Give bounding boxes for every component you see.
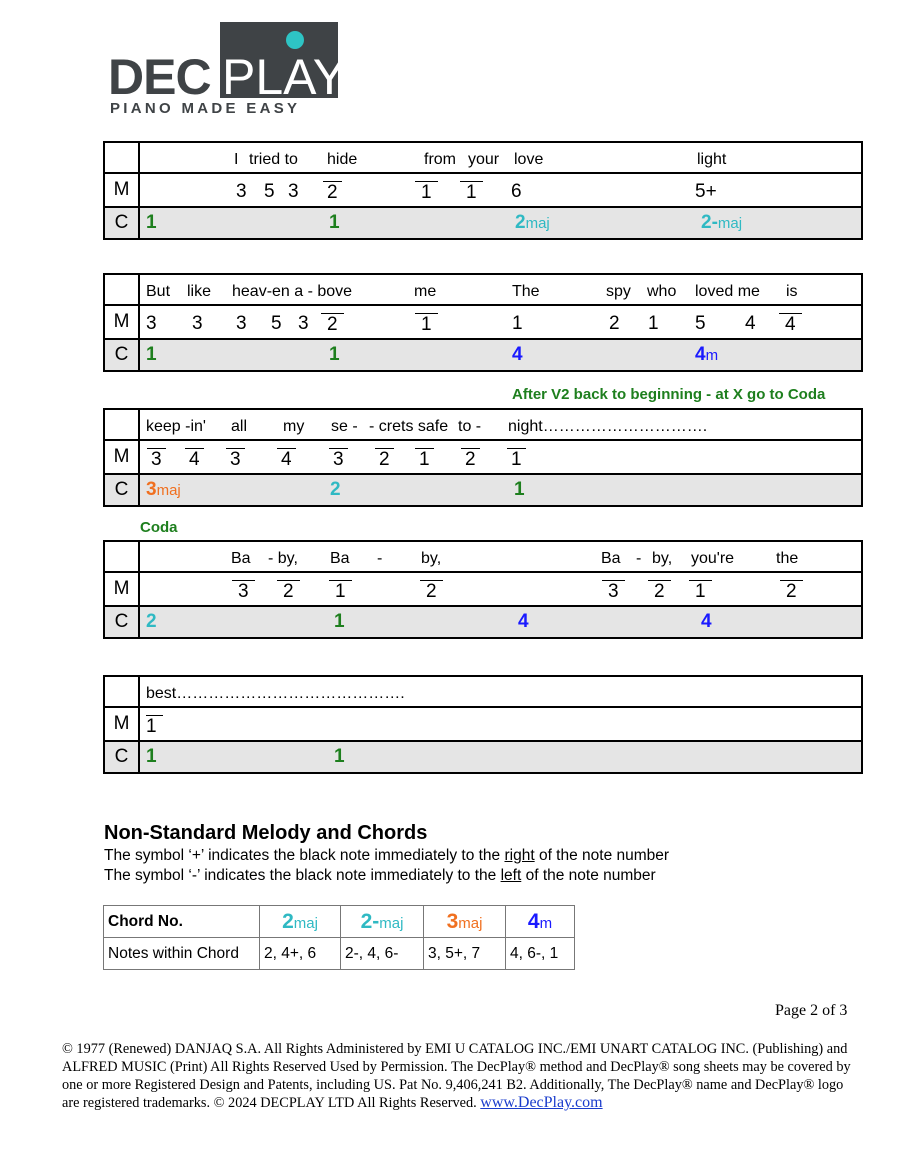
chord-no-label: Chord No. xyxy=(104,906,260,938)
chord-notes: 2-, 4, 6- xyxy=(341,938,424,970)
melody-note: 5 xyxy=(264,181,275,202)
melody-note: 4 xyxy=(185,448,204,471)
lyric: by, xyxy=(652,550,673,567)
row-label-c: C xyxy=(105,607,140,637)
lyrics-row xyxy=(105,275,861,306)
melody-note: 3 xyxy=(602,580,625,603)
chord: 4m xyxy=(695,344,719,365)
lyric: Ba xyxy=(601,550,621,567)
lyric: heav-en a - bove xyxy=(232,283,353,300)
chord-row xyxy=(105,607,861,637)
chord: 1 xyxy=(146,746,157,767)
chord: 1 xyxy=(514,479,525,500)
lyrics-row xyxy=(105,410,861,441)
lyric: by, xyxy=(421,550,442,567)
lyric: love xyxy=(514,151,544,168)
lyric: you're xyxy=(691,550,735,567)
lyric: hide xyxy=(327,151,358,168)
chord-header: 2maj xyxy=(260,906,341,938)
melody-note: 3 xyxy=(146,313,157,334)
melody-row xyxy=(105,573,861,607)
lyric: from xyxy=(424,151,456,168)
melody-note: 3 xyxy=(192,313,203,334)
chord: 1 xyxy=(146,212,157,233)
melody-note: 1 xyxy=(415,313,438,336)
row-label-m: M xyxy=(105,306,140,338)
lyric: But xyxy=(146,283,171,300)
melody-note: 3 xyxy=(236,313,247,334)
lyric: The xyxy=(512,283,540,300)
lyric: - xyxy=(636,550,642,567)
melody-note: 4 xyxy=(745,313,756,334)
chord: 4 xyxy=(701,611,712,632)
song-system-4 xyxy=(103,540,863,639)
melody-note: 6 xyxy=(511,181,522,202)
melody-note: 2 xyxy=(780,580,803,603)
page-number: Page 2 of 3 xyxy=(775,1002,848,1019)
chord-table-notes-row xyxy=(104,938,575,970)
lyric: - crets safe xyxy=(369,418,449,435)
melody-note: 1 xyxy=(648,313,659,334)
melody-note: 3 xyxy=(288,181,299,202)
melody-note: 4 xyxy=(277,448,296,471)
logo-dec-text: DEC xyxy=(108,49,211,105)
chord: 4 xyxy=(518,611,529,632)
lyric: to - xyxy=(458,418,482,435)
melody-note: 1 xyxy=(507,448,526,471)
lyric: I xyxy=(234,151,239,168)
decplay-logo xyxy=(108,22,347,118)
coda-instruction: After V2 back to beginning - at X go to Coda xyxy=(512,386,826,403)
melody-note: 1 xyxy=(460,181,483,204)
melody-note: 5 xyxy=(695,313,706,334)
lyric: your xyxy=(468,151,500,168)
row-label-c: C xyxy=(105,340,140,370)
chord: 2maj xyxy=(515,212,550,233)
lyrics-row xyxy=(105,677,861,708)
decplay-link[interactable]: www.DecPlay.com xyxy=(480,1094,603,1111)
lyric: se - xyxy=(331,418,358,435)
logo-tagline: PIANO MADE EASY xyxy=(110,100,301,117)
lyric: - by, xyxy=(268,550,298,567)
melody-row xyxy=(105,306,861,340)
melody-note: 4 xyxy=(779,313,802,336)
melody-note: 5+ xyxy=(695,181,717,202)
chord: 2 xyxy=(330,479,341,500)
chord-row xyxy=(105,742,861,772)
row-label-empty xyxy=(105,542,140,571)
row-label-c: C xyxy=(105,208,140,238)
row-label-m: M xyxy=(105,441,140,473)
logo-dot-icon xyxy=(286,31,304,49)
melody-note: 1 xyxy=(415,448,434,471)
melody-note: 2 xyxy=(609,313,620,334)
lyric: who xyxy=(647,283,677,300)
notes-within-chord-label: Notes within Chord xyxy=(104,938,260,970)
row-label-m: M xyxy=(105,174,140,206)
chord-notes: 2, 4+, 6 xyxy=(260,938,341,970)
chord: 1 xyxy=(146,344,157,365)
melody-note: 2 xyxy=(420,580,443,603)
song-system-5 xyxy=(103,675,863,774)
melody-note: 2 xyxy=(321,313,344,336)
chord-table xyxy=(103,905,575,970)
chord: 1 xyxy=(334,746,345,767)
lyrics-row xyxy=(105,542,861,573)
chord-notes: 4, 6-, 1 xyxy=(506,938,575,970)
lyric: like xyxy=(187,283,212,300)
lyric: my xyxy=(283,418,305,435)
row-label-empty xyxy=(105,677,140,706)
row-label-m: M xyxy=(105,573,140,605)
song-system-2 xyxy=(103,273,863,372)
nonstandard-line-minus: The symbol ‘-’ indicates the black note immediately to the left of the note number xyxy=(104,867,656,884)
chord: 2 xyxy=(146,611,157,632)
lyric: night…………………………. xyxy=(508,418,708,435)
lyric: is xyxy=(786,283,798,300)
chord: 4 xyxy=(512,344,523,365)
lyric: light xyxy=(697,151,727,168)
row-label-m: M xyxy=(105,708,140,740)
row-label-empty xyxy=(105,410,140,439)
melody-note: 2 xyxy=(375,448,394,471)
chord-table-header-row xyxy=(104,906,575,938)
lyric: the xyxy=(776,550,799,567)
lyric: Ba xyxy=(330,550,350,567)
chord-row xyxy=(105,208,861,238)
chord: 2-maj xyxy=(701,212,743,233)
lyric: keep -in' xyxy=(146,418,206,435)
copyright-notice: © 1977 (Renewed) DANJAQ S.A. All Rights Administered by EMI U CATALOG INC./EMI UNART CATALOG INC. (Publishing) and ALFRED MUSIC (Print) All Rights Reserved Used by Permission. The DecPlay® method and DecPlay® song sheets may be covered by one or more Registered Design and Patents, including US. Pat No. 9,406,241 B2. Additionally, The DecPlay® name and DecPlay® logo are registered trademarks. © 2024 DECPLAY LTD All Rights Reserved. www.DecPlay.com xyxy=(62,1041,851,1111)
chord-row xyxy=(105,340,861,370)
melody-row xyxy=(105,174,861,208)
melody-note: 1 xyxy=(689,580,712,603)
chord: 1 xyxy=(329,344,340,365)
melody-note: 3 xyxy=(329,448,348,471)
lyric: loved me xyxy=(695,283,760,300)
chord-row xyxy=(105,475,861,505)
melody-note: 3 xyxy=(147,448,166,471)
chord-header: 3maj xyxy=(424,906,506,938)
melody-row xyxy=(105,441,861,475)
nonstandard-title: Non-Standard Melody and Chords xyxy=(104,822,428,844)
row-label-c: C xyxy=(105,742,140,772)
chord-header: 2-maj xyxy=(341,906,424,938)
melody-note: 2 xyxy=(277,580,300,603)
nonstandard-line-plus: The symbol ‘+’ indicates the black note immediately to the right of the note number xyxy=(104,847,670,864)
melody-note: 2 xyxy=(461,448,480,471)
lyric: Ba xyxy=(231,550,251,567)
chord-notes: 3, 5+, 7 xyxy=(424,938,506,970)
chord-header: 4m xyxy=(506,906,575,938)
lyric: tried to xyxy=(249,151,298,168)
lyric: me xyxy=(414,283,437,300)
melody-note: 1 xyxy=(329,580,352,603)
row-label-c: C xyxy=(105,475,140,505)
melody-note: 3 xyxy=(226,448,245,471)
chord: 1 xyxy=(334,611,345,632)
melody-note: 5 xyxy=(271,313,282,334)
chord: 3maj xyxy=(146,479,181,500)
melody-note: 3 xyxy=(232,580,255,603)
lyric: - xyxy=(377,550,383,567)
melody-note: 1 xyxy=(512,313,523,334)
melody-row xyxy=(105,708,861,742)
song-system-1 xyxy=(103,141,863,240)
melody-note: 1 xyxy=(415,181,438,204)
song-system-3 xyxy=(103,408,863,507)
lyric: spy xyxy=(606,283,631,300)
coda-label: Coda xyxy=(140,519,178,536)
melody-note: 1 xyxy=(146,715,163,738)
lyrics-row xyxy=(105,143,861,174)
melody-note: 2 xyxy=(648,580,671,603)
logo-play-text: PLAY xyxy=(222,49,347,105)
chord: 1 xyxy=(329,212,340,233)
melody-note: 3 xyxy=(298,313,309,334)
row-label-empty xyxy=(105,275,140,304)
lyric: all xyxy=(231,418,248,435)
melody-note: 3 xyxy=(236,181,247,202)
lyric: best……………………………………. xyxy=(146,685,405,702)
melody-note: 2 xyxy=(323,181,342,204)
row-label-empty xyxy=(105,143,140,172)
